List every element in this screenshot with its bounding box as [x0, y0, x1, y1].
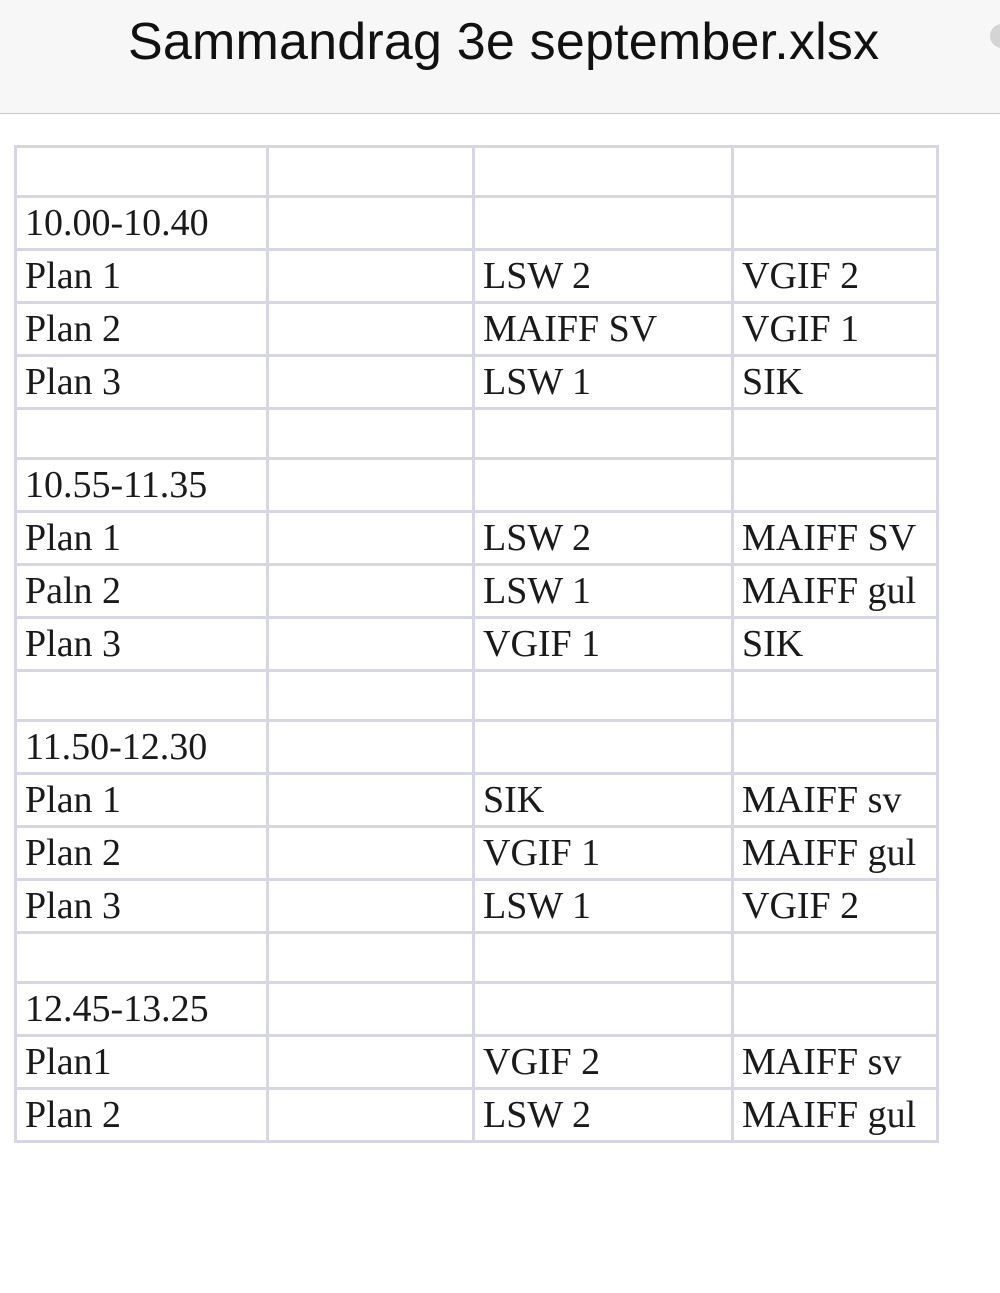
- table-cell[interactable]: [268, 1089, 474, 1142]
- table-cell[interactable]: LSW 2: [474, 512, 733, 565]
- table-row: [16, 250, 938, 303]
- table-cell[interactable]: Plan 3: [16, 618, 268, 671]
- table-cell[interactable]: Paln 2: [16, 565, 268, 618]
- table-cell[interactable]: [268, 409, 474, 459]
- table-cell[interactable]: 12.45-13.25: [16, 983, 268, 1036]
- table-cell[interactable]: Plan 3: [16, 356, 268, 409]
- table-row: [16, 197, 938, 250]
- table-row: [16, 880, 938, 933]
- table-cell[interactable]: [268, 983, 474, 1036]
- table-cell[interactable]: Plan 2: [16, 827, 268, 880]
- table-row: [16, 933, 938, 983]
- table-row: [16, 459, 938, 512]
- title-bar: [0, 0, 1000, 114]
- table-cell[interactable]: MAIFF SV: [474, 303, 733, 356]
- table-cell[interactable]: [268, 933, 474, 983]
- table-row: [16, 827, 938, 880]
- table-cell[interactable]: [733, 671, 938, 721]
- table-cell[interactable]: MAIFF gul: [733, 827, 938, 880]
- table-cell[interactable]: [268, 618, 474, 671]
- table-cell[interactable]: LSW 1: [474, 565, 733, 618]
- table-row: [16, 983, 938, 1036]
- spreadsheet-body: [16, 147, 938, 1142]
- table-row: [16, 721, 938, 774]
- table-cell[interactable]: [733, 197, 938, 250]
- table-cell[interactable]: VGIF 2: [733, 250, 938, 303]
- table-cell[interactable]: [16, 933, 268, 983]
- table-cell[interactable]: SIK: [733, 356, 938, 409]
- table-cell[interactable]: [268, 512, 474, 565]
- table-cell[interactable]: [474, 671, 733, 721]
- document-title: Sammandrag 3e september.xlsx: [128, 13, 880, 71]
- table-cell[interactable]: MAIFF sv: [733, 1036, 938, 1089]
- table-row: [16, 356, 938, 409]
- table-cell[interactable]: 10.55-11.35: [16, 459, 268, 512]
- table-cell[interactable]: SIK: [733, 618, 938, 671]
- table-cell[interactable]: Plan 1: [16, 774, 268, 827]
- table-cell[interactable]: [268, 197, 474, 250]
- table-row: [16, 774, 938, 827]
- table-row: [16, 512, 938, 565]
- table-cell[interactable]: VGIF 1: [474, 827, 733, 880]
- table-row: [16, 565, 938, 618]
- table-cell[interactable]: Plan 3: [16, 880, 268, 933]
- table-cell[interactable]: [733, 147, 938, 197]
- table-cell[interactable]: Plan 2: [16, 1089, 268, 1142]
- table-cell[interactable]: [268, 459, 474, 512]
- table-cell[interactable]: [268, 147, 474, 197]
- table-cell[interactable]: [474, 459, 733, 512]
- table-cell[interactable]: 10.00-10.40: [16, 197, 268, 250]
- table-cell[interactable]: [733, 933, 938, 983]
- table-cell[interactable]: [474, 721, 733, 774]
- table-row: [16, 1036, 938, 1089]
- table-cell[interactable]: Plan1: [16, 1036, 268, 1089]
- table-cell[interactable]: [474, 933, 733, 983]
- table-cell[interactable]: [474, 409, 733, 459]
- table-cell[interactable]: LSW 1: [474, 356, 733, 409]
- more-options-icon[interactable]: [990, 24, 1000, 48]
- table-row: [16, 1089, 938, 1142]
- table-cell[interactable]: [268, 565, 474, 618]
- table-cell[interactable]: [268, 827, 474, 880]
- table-cell[interactable]: LSW 2: [474, 250, 733, 303]
- table-row: [16, 147, 938, 197]
- table-row: [16, 303, 938, 356]
- table-cell[interactable]: Plan 1: [16, 512, 268, 565]
- table-cell[interactable]: [733, 721, 938, 774]
- table-cell[interactable]: [474, 983, 733, 1036]
- table-row: [16, 671, 938, 721]
- table-cell[interactable]: Plan 1: [16, 250, 268, 303]
- table-cell[interactable]: [16, 409, 268, 459]
- table-cell[interactable]: MAIFF SV: [733, 512, 938, 565]
- table-cell[interactable]: MAIFF sv: [733, 774, 938, 827]
- table-row: [16, 618, 938, 671]
- table-cell[interactable]: [268, 774, 474, 827]
- table-cell[interactable]: [268, 1036, 474, 1089]
- spreadsheet-table: [14, 145, 939, 1143]
- table-cell[interactable]: [268, 671, 474, 721]
- table-cell[interactable]: 11.50-12.30: [16, 721, 268, 774]
- table-cell[interactable]: [733, 459, 938, 512]
- table-cell[interactable]: VGIF 1: [474, 618, 733, 671]
- table-cell[interactable]: [474, 197, 733, 250]
- table-row: [16, 409, 938, 459]
- table-cell[interactable]: MAIFF gul: [733, 565, 938, 618]
- table-cell[interactable]: VGIF 2: [474, 1036, 733, 1089]
- table-cell[interactable]: [733, 409, 938, 459]
- table-cell[interactable]: [268, 880, 474, 933]
- table-cell[interactable]: SIK: [474, 774, 733, 827]
- table-cell[interactable]: [268, 721, 474, 774]
- table-cell[interactable]: VGIF 2: [733, 880, 938, 933]
- table-cell[interactable]: MAIFF gul: [733, 1089, 938, 1142]
- table-cell[interactable]: VGIF 1: [733, 303, 938, 356]
- table-cell[interactable]: LSW 2: [474, 1089, 733, 1142]
- table-cell[interactable]: [733, 983, 938, 1036]
- table-cell[interactable]: [474, 147, 733, 197]
- table-cell[interactable]: [16, 671, 268, 721]
- table-cell[interactable]: [268, 356, 474, 409]
- table-cell[interactable]: [268, 250, 474, 303]
- table-cell[interactable]: LSW 1: [474, 880, 733, 933]
- table-cell[interactable]: [16, 147, 268, 197]
- table-cell[interactable]: Plan 2: [16, 303, 268, 356]
- table-cell[interactable]: [268, 303, 474, 356]
